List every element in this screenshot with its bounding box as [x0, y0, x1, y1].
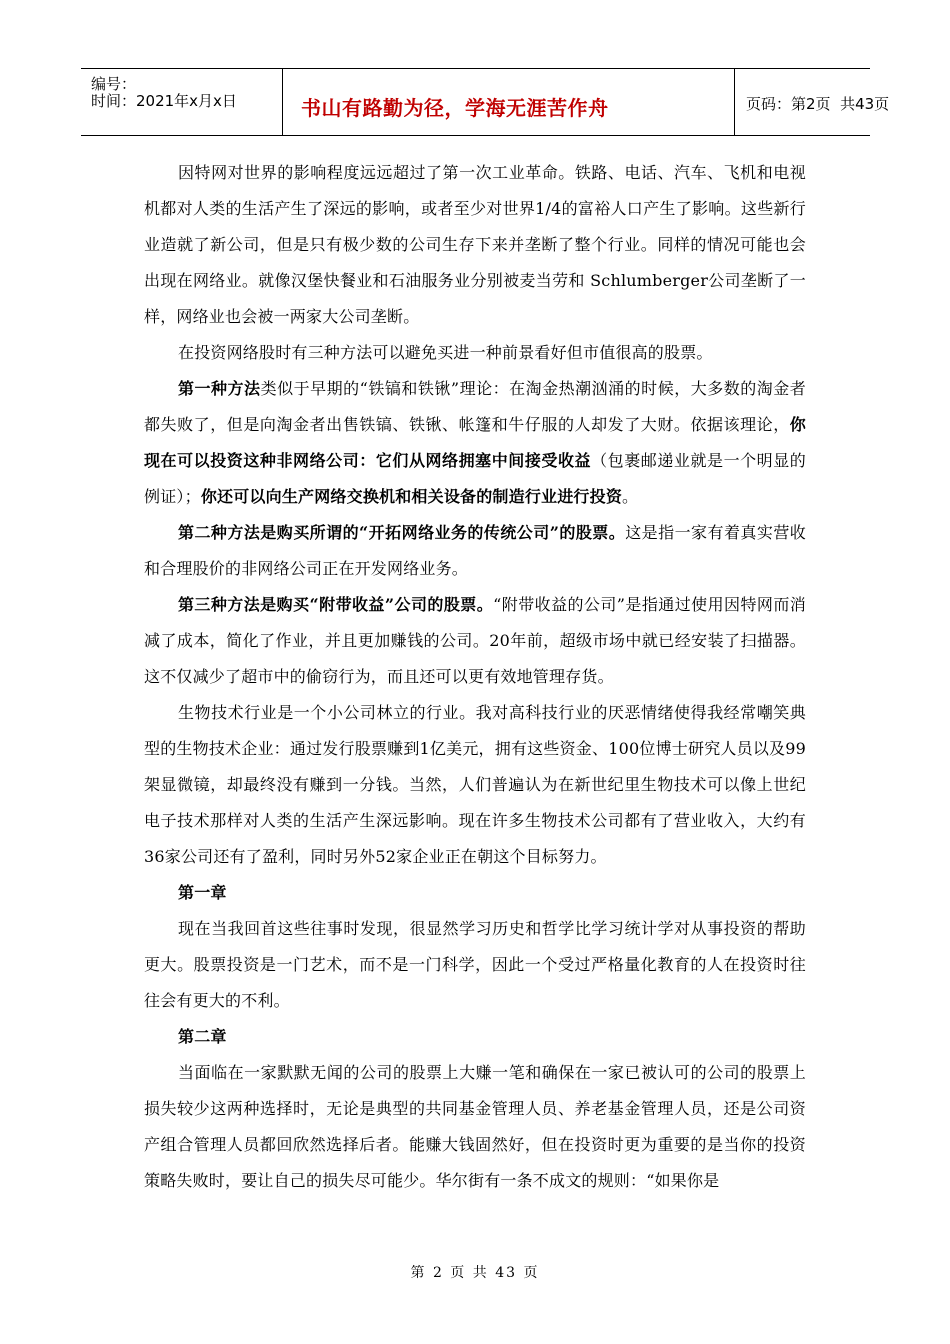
paragraph-internet-impact: 因特网对世界的影响程度远远超过了第一次工业革命。铁路、电话、汽车、飞机和电视机都对人类的生活产生了深远的影响，或者至少对世界1/4的富裕人口产生了影响。这些新行业造就了新公司，但是只有极少数的公司生存下来并垄断了整个行业。同样的情况可能也会出现在网络业。就像汉堡快餐业和石油服务业分别被麦当劳和 Schlumberger公司垄断了一样，网络业也会被一两家大公司垄断。: [144, 163, 806, 326]
method-one-emphasis-2: 你还可以向生产网络交换机和相关设备的制造行业进行投资: [200, 487, 623, 506]
method-two-text: 这是指一家有着真实营收和合理股价的非网络公司正在开发网络业务。: [144, 523, 806, 578]
header-meta-cell: [81, 69, 283, 135]
document-body: [144, 155, 806, 1199]
chapter-two-heading: [144, 1019, 806, 1055]
page-footer: 第 2 页 共 43 页: [410, 1265, 540, 1281]
paragraph-biotech: 生物技术行业是一个小公司林立的行业。我对高科技行业的厌恶情绪使得我经常嘲笑典型的生物技术企业：通过发行股票赚到1亿美元，拥有这些资金、100位博士研究人员以及99架显微镜，却最终没有赚到一分钱。当然，人们普遍认为在新世纪里生物技术可以像上世纪电子技术那样对人类的生活产生深远影响。现在许多生物技术公司都有了营业收入，大约有36家公司还有了盈利，同时另外52家企业正在朝这个目标努力。: [144, 703, 806, 866]
chapter-one-heading: [144, 875, 806, 911]
method-one-text: 类似于早期的“铁镐和铁锹”理论：在淘金热潮汹涌的时候，大多数的淘金者都失败了，但是向淘金者出售铁镐、铁锹、帐篷和牛仔服的人却发了大财。依据该理论，: [144, 379, 806, 434]
header-page-info: 页码：第2页 共43页: [746, 95, 890, 113]
paragraph-chapter-one: 现在当我回首这些往事时发现，很显然学习历史和哲学比学习统计学对从事投资的帮助更大。股票投资是一门艺术，而不是一门科学，因此一个受过严格量化教育的人在投资时往往会有更大的不利。: [144, 919, 806, 1010]
paragraph-method-two: [144, 515, 806, 587]
paragraph-method-one: [144, 371, 806, 515]
method-two-heading: 第二种方法是购买所谓的“开拓网络业务的传统公司”的股票。: [178, 523, 626, 542]
paragraph-chapter-two: 当面临在一家默默无闻的公司的股票上大赚一笔和确保在一家已被认可的公司的股票上损失较少这两种选择时，无论是典型的共同基金管理人员、养老基金管理人员，还是公司资产组合管理人员都回欣然选择后者。能赚大钱固然好，但在投资时更为重要的是当你的投资策略失败时，要让自己的损失尽可能少。华尔街有一条不成文的规则：“如果你是: [144, 1063, 806, 1190]
chapter-one-title: 第一章: [178, 883, 227, 902]
method-one-text-2: （包裹邮递业就是一个明显的例证）；: [144, 451, 806, 506]
header-page-cell: [734, 69, 890, 135]
header-motto: 书山有路勤为径，学海无涯苦作舟: [301, 96, 609, 120]
method-one-text-3: 。: [622, 487, 639, 506]
method-one-emphasis-1: 你现在可以投资这种非网络公司：它们从网络拥塞中间接受收益: [144, 415, 806, 470]
method-three-text: “附带收益的公司”是指通过使用因特网而消减了成本，简化了作业，并且更加赚钱的公司。20年前，超级市场中就已经安装了扫描器。这不仅减少了超市中的偷窃行为，而且还可以更有效地管理存货。: [144, 595, 806, 686]
document-date: 时间：2021年x月x日: [91, 92, 237, 110]
header-motto-cell: [282, 69, 735, 135]
paragraph-three-methods: 在投资网络股时有三种方法可以避免买进一种前景看好但市值很高的股票。: [178, 343, 713, 362]
chapter-two-title: 第二章: [178, 1027, 227, 1046]
method-three-heading: 第三种方法是购买“附带收益”公司的股票。: [178, 595, 494, 614]
method-one-heading: 第一种方法: [178, 379, 261, 398]
paragraph-method-three: [144, 587, 806, 695]
document-header: [81, 68, 890, 136]
document-number-label: 编号：: [91, 75, 137, 93]
